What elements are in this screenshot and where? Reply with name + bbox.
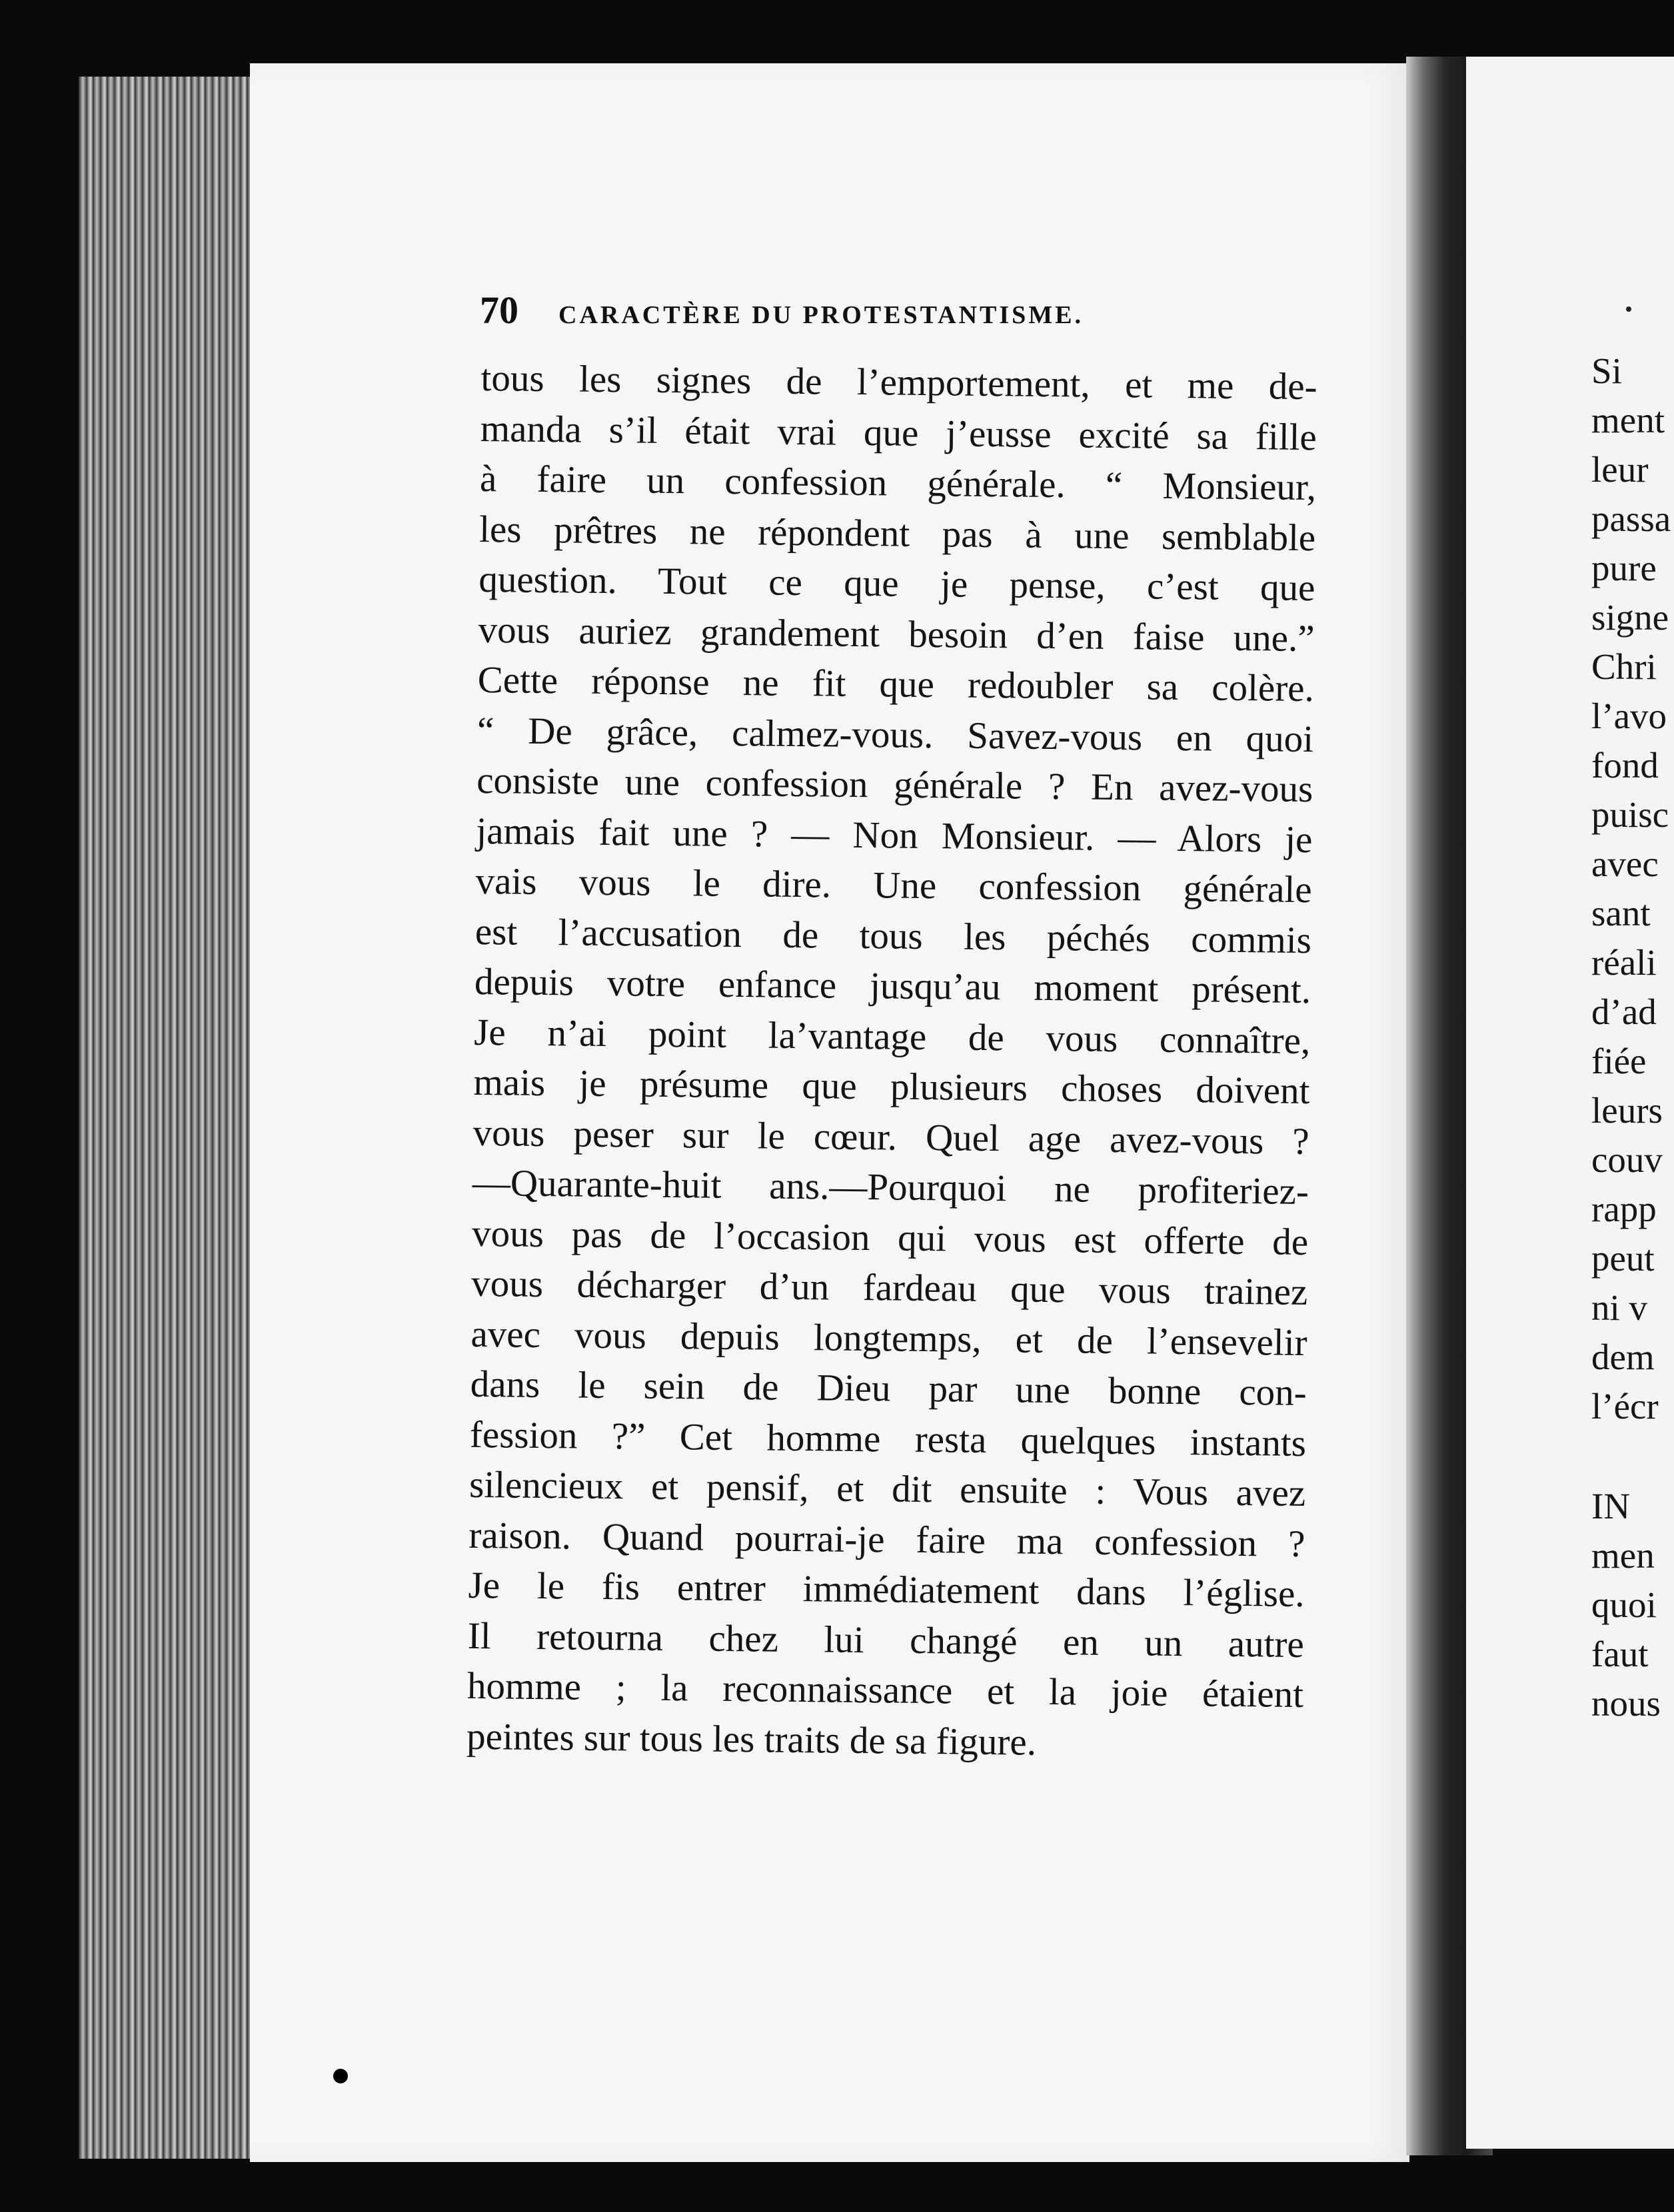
facing-page-line: puisc — [1591, 794, 1669, 835]
text-line: “ De grâce, calmez-vous. Savez-vous en quoi — [476, 709, 1314, 760]
facing-page-line: réali — [1591, 942, 1657, 983]
text-line: tous les signes de l’emportement, et me de- — [480, 356, 1317, 408]
facing-page-line: ni v — [1591, 1287, 1648, 1328]
text-line: vous peser sur le cœur. Quel age avez-vous ? — [472, 1111, 1310, 1163]
facing-page-line: fiée — [1591, 1041, 1647, 1081]
text-line: Il retourna chez lui changé en un autre — [467, 1614, 1305, 1666]
text-line: Je n’ai point la’vantage de vous connaître, — [473, 1011, 1311, 1062]
text-line: peintes sur tous les traits de sa figure. — [466, 1715, 1037, 1764]
facing-page-line: l’écr — [1591, 1386, 1659, 1426]
facing-page-line: leurs — [1591, 1090, 1663, 1131]
facing-page-line: signe — [1591, 597, 1669, 638]
facing-page-line: Si — [1591, 350, 1622, 391]
facing-page-line: nous — [1591, 1683, 1661, 1724]
text-line: est l’accusation de tous les péchés commis — [474, 910, 1312, 961]
text-line: Cette réponse ne fit que redoubler sa colère. — [477, 658, 1315, 710]
facing-page-line: quoi — [1591, 1584, 1657, 1625]
text-line: Je le fis entrer immédiatement dans l’église. — [468, 1564, 1305, 1616]
facing-page-line: Chri — [1591, 646, 1657, 687]
facing-page-line: dem — [1591, 1337, 1655, 1377]
facing-page-line: pure — [1591, 548, 1657, 588]
facing-page-line: ment — [1591, 400, 1665, 440]
text-line: dans le sein de Dieu par une bonne con- — [470, 1363, 1307, 1414]
text-line: avec vous depuis longtemps, et de l’ensevelir — [470, 1313, 1307, 1364]
text-line: silencieux et pensif, et dit ensuite : Vous avez — [468, 1463, 1306, 1515]
book-page-edges — [79, 77, 255, 2159]
text-line: à faire un confession générale. “ Monsieur, — [479, 457, 1317, 509]
text-line: jamais fait une ? — Non Monsieur. — Alors je — [476, 810, 1313, 861]
page-number: 70 — [480, 288, 518, 332]
text-line: mais je présume que plusieurs choses doivent — [473, 1061, 1310, 1113]
facing-page-line: sant — [1591, 893, 1651, 933]
text-line: consiste une confession générale ? En avez-vous — [476, 759, 1313, 811]
facing-page-line: faut — [1591, 1634, 1649, 1674]
text-line: les prêtres ne répondent pas à une semblable — [478, 508, 1316, 559]
facing-page-line: couv — [1591, 1139, 1663, 1180]
facing-page-line: peut — [1591, 1238, 1655, 1279]
facing-page-line: l’avo — [1591, 696, 1667, 736]
facing-page-mark — [1626, 306, 1631, 312]
running-head — [480, 288, 1413, 332]
body-text — [466, 353, 1317, 1770]
facing-page-line: leur — [1591, 449, 1649, 490]
text-line: question. Tout ce que je pense, c’est que — [478, 558, 1315, 610]
text-line: manda s’il était vrai que j’eusse excité sa fille — [480, 407, 1317, 458]
text-line: fession ?” Cet homme resta quelques instants — [469, 1413, 1307, 1464]
facing-page-line: rapp — [1591, 1189, 1657, 1229]
text-line: vais vous le dire. Une confession générale — [475, 859, 1312, 911]
text-line: depuis votre enfance jusqu’au moment présent. — [474, 960, 1311, 1012]
facing-page-line: avec — [1591, 843, 1659, 884]
facing-page-text — [1591, 346, 1674, 1728]
ink-blot — [333, 2069, 348, 2083]
text-line: vous décharger d’un fardeau que vous trainez — [471, 1262, 1308, 1314]
facing-page-line: fond — [1591, 745, 1659, 786]
facing-page-line: men — [1591, 1535, 1655, 1576]
text-line: —Quarante-huit ans.—Pourquoi ne profiteriez- — [472, 1161, 1309, 1213]
text-line: raison. Quand pourrai-je faire ma confession ? — [468, 1514, 1305, 1565]
text-line: vous pas de l’occasion qui vous est offerte de — [471, 1212, 1309, 1263]
text-line: homme ; la reconnaissance et la joie étaient — [466, 1664, 1304, 1716]
running-head-title: CARACTÈRE DU PROTESTANTISME. — [558, 301, 1084, 329]
facing-page-line: IN — [1591, 1486, 1631, 1526]
facing-page-line: passa — [1591, 498, 1671, 539]
facing-page-line: d’ad — [1591, 991, 1657, 1032]
text-line: vous auriez grandement besoin d’en faise une.” — [478, 608, 1315, 660]
